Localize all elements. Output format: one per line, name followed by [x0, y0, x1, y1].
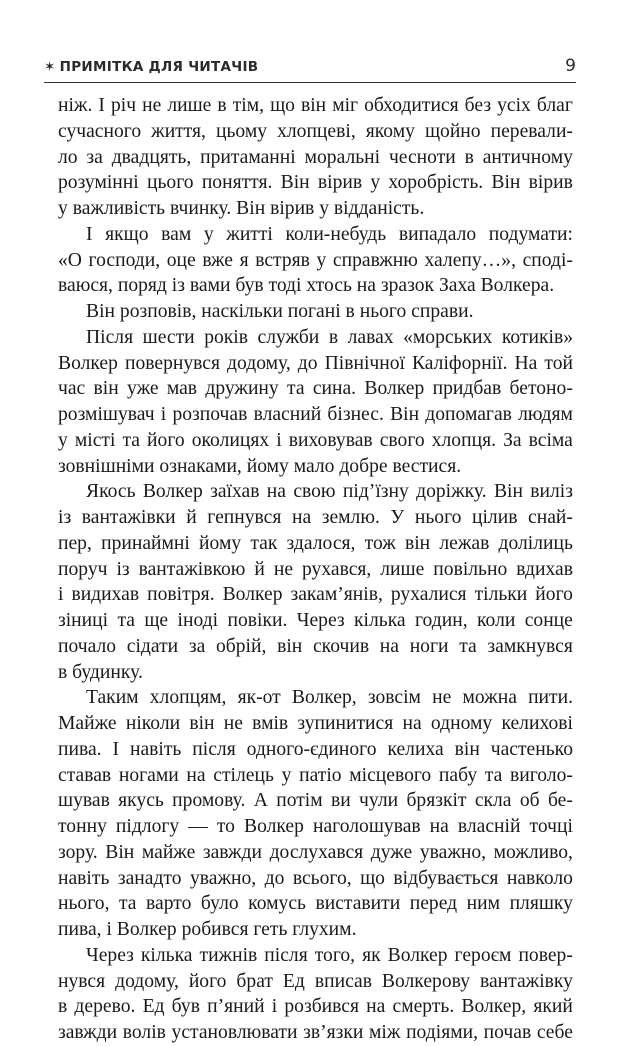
text-line: Після шести років служби в лавах «морських котиків» [86, 326, 573, 348]
text-line: нього, та варто було комусь виставити перед ним пляшку [58, 893, 573, 915]
running-header [44, 56, 576, 83]
text-line: пива. І навіть після одного-єдиного келиха він частенько [58, 738, 573, 760]
text-line: І якщо вам у житті коли-небудь випадало подумати: [86, 223, 573, 245]
text-line: нувся додому, його брат Ед вписав Волкерову вантажівку [58, 970, 573, 992]
text-line: в будинку. [58, 661, 143, 683]
section-title [44, 59, 258, 75]
body-text [58, 93, 573, 1046]
text-line: навіть занадто уважно, до всього, що відбувається навколо [58, 867, 573, 889]
text-line: розумінні цього поняття. Він вірив у хоробрість. Він вірив [58, 172, 573, 194]
text-line: ваюся, поряд із вами був тоді хтось на зразок Заха Волкера. [58, 275, 555, 297]
text-line: сучасного життя, цьому хлопцеві, якому щойно перевали- [58, 120, 573, 142]
text-line: у важливість вчинку. Він вірив у відданість. [58, 198, 425, 219]
star-icon: ✶ [44, 59, 56, 75]
text-line: шував якусь промову. А потім ви чули брязкіт скла об бе- [58, 790, 573, 812]
text-line: час він уже мав дружину та сина. Волкер придбав бетоно- [58, 378, 573, 400]
text-line: в дерево. Ед був п’яний і розбився на смерть. Волкер, який [58, 996, 573, 1018]
text-line: Він розповів, наскільки погані в нього справи. [86, 301, 474, 322]
text-line: розмішувач і розпочав власний бізнес. Він допомагав людям [58, 404, 573, 425]
text-line: «О господи, оце вже я встряв у справжню халепу…», споді- [58, 249, 573, 271]
text-line: зовнішніми ознаками, йому мало добре вестися. [58, 455, 462, 477]
page-number: 9 [565, 56, 576, 76]
text-line: тонну підлогу — то Волкер наголошував на власній точці [58, 816, 573, 837]
text-line: ніж. І річ не лише в тім, що він міг обходитися без усіх благ [58, 95, 573, 116]
text-line: почало сідати за обрій, він скочив на ноги та замкнувся [58, 635, 573, 657]
text-line: Майже ніколи він не вмів зупинитися на одному келихові [58, 713, 573, 734]
text-line: зіниці та ще іноді повіки. Через кілька годин, коли сонце [58, 610, 573, 631]
text-line: із вантажівки й гепнувся на землю. У нього цілив снай- [58, 507, 573, 528]
text-line: ло за двадцять, притаманні моральні чесноти в античному [58, 146, 573, 168]
text-line: поруч із вантажівкою й не рухався, лише повільно вдихав [58, 558, 573, 580]
text-line: завжди волів установлювати зв’язки між подіями, почав себе [58, 1022, 573, 1043]
text-line: ставав ногами на стілець у патіо місцевого пабу та виголо- [58, 764, 573, 786]
text-line: Якось Волкер заїхав на свою під’їзну доріжку. Він виліз [86, 481, 573, 503]
text-line: у місті та його околицях і виховував свого хлопця. За всіма [58, 429, 573, 451]
text-line: Через кілька тижнів після того, як Волкер героєм повер- [86, 944, 573, 966]
text-line: пер, принаймні йому так здалося, тож він лежав долілиць [58, 532, 573, 554]
section-title-text: ПРИМІТКА ДЛЯ ЧИТАЧІВ [59, 59, 259, 75]
text-line: пива, і Волкер робився геть глухим. [58, 919, 357, 940]
text-line: Волкер повернувся додому, до Північної Каліфорнії. На той [58, 352, 573, 374]
text-line: і видихав повітря. Волкер закам’янів, рухалися тільки його [58, 584, 573, 606]
text-line: Таким хлопцям, як-от Волкер, зовсім не можна пити. [86, 687, 573, 709]
text-line: зору. Він майже завжди дослухався дуже уважно, можливо, [58, 841, 573, 863]
